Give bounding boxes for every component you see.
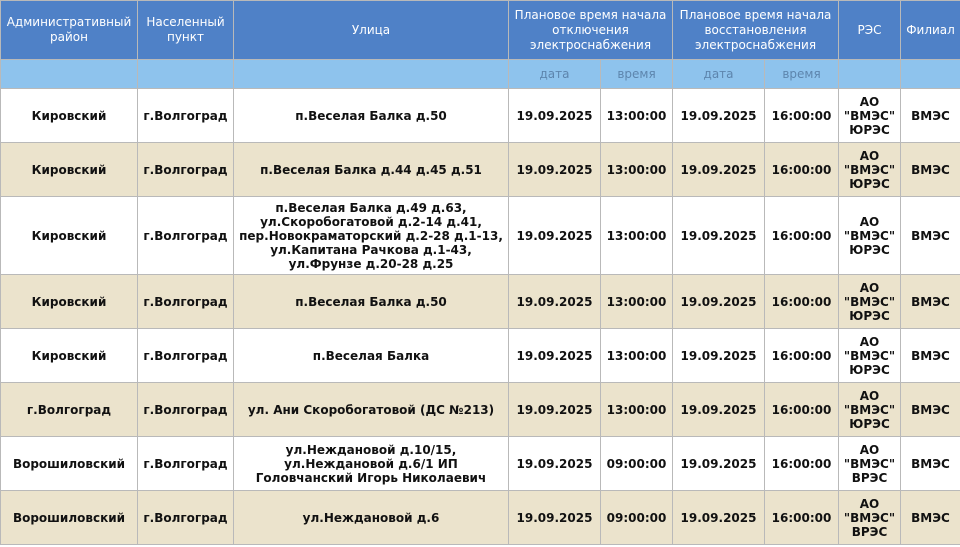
subheader-on-time: время [765, 60, 839, 89]
cell-off-date: 19.09.2025 [509, 197, 601, 275]
cell-branch: ВМЭС [901, 89, 960, 143]
subheader-off-date: дата [509, 60, 601, 89]
cell-res: АО "ВМЭС" ЮРЭС [839, 143, 901, 197]
cell-street: п.Веселая Балка д.50 [234, 275, 509, 329]
cell-off-date: 19.09.2025 [509, 143, 601, 197]
cell-on-time: 16:00:00 [765, 383, 839, 437]
cell-on-time: 16:00:00 [765, 197, 839, 275]
cell-off-date: 19.09.2025 [509, 491, 601, 545]
cell-street: п.Веселая Балка [234, 329, 509, 383]
cell-off-time: 13:00:00 [601, 383, 673, 437]
cell-locality: г.Волгоград [138, 275, 234, 329]
col-district: Административный район [1, 1, 138, 60]
cell-off-time: 09:00:00 [601, 491, 673, 545]
cell-off-time: 13:00:00 [601, 197, 673, 275]
cell-branch: ВМЭС [901, 383, 960, 437]
table-row [1, 329, 960, 383]
col-restore-start: Плановое время начала восстановления электроснабжения [673, 1, 839, 60]
cell-district: Кировский [1, 143, 138, 197]
cell-off-date: 19.09.2025 [509, 329, 601, 383]
subheader-row [1, 60, 960, 89]
subheader-empty [1, 60, 138, 89]
cell-branch: ВМЭС [901, 143, 960, 197]
cell-res: АО "ВМЭС" ЮРЭС [839, 383, 901, 437]
cell-on-date: 19.09.2025 [673, 143, 765, 197]
cell-street: п.Веселая Балка д.49 д.63, ул.Скоробогатовой д.2-14 д.41, пер.Новокраматорский д.2-28 д.1-13, ул.Капитана Рачкова д.1-43, ул.Фрунзе д.20-28 д.25 [234, 197, 509, 275]
cell-district: Ворошиловский [1, 437, 138, 491]
col-res: РЭС [839, 1, 901, 60]
table-row [1, 143, 960, 197]
cell-res: АО "ВМЭС" ВРЭС [839, 437, 901, 491]
cell-district: Кировский [1, 329, 138, 383]
cell-res: АО "ВМЭС" ЮРЭС [839, 329, 901, 383]
cell-branch: ВМЭС [901, 275, 960, 329]
cell-locality: г.Волгоград [138, 383, 234, 437]
subheader-empty [839, 60, 901, 89]
cell-on-date: 19.09.2025 [673, 197, 765, 275]
cell-locality: г.Волгоград [138, 491, 234, 545]
table-row [1, 437, 960, 491]
subheader-off-time: время [601, 60, 673, 89]
cell-off-date: 19.09.2025 [509, 89, 601, 143]
subheader-empty [901, 60, 960, 89]
cell-street: п.Веселая Балка д.50 [234, 89, 509, 143]
table-row [1, 89, 960, 143]
cell-off-time: 13:00:00 [601, 89, 673, 143]
cell-off-time: 09:00:00 [601, 437, 673, 491]
cell-district: Кировский [1, 89, 138, 143]
cell-locality: г.Волгоград [138, 329, 234, 383]
cell-on-date: 19.09.2025 [673, 491, 765, 545]
subheader-on-date: дата [673, 60, 765, 89]
cell-on-date: 19.09.2025 [673, 275, 765, 329]
cell-branch: ВМЭС [901, 197, 960, 275]
cell-on-date: 19.09.2025 [673, 383, 765, 437]
col-street: Улица [234, 1, 509, 60]
cell-district: Ворошиловский [1, 491, 138, 545]
col-branch: Филиал [901, 1, 960, 60]
cell-branch: ВМЭС [901, 491, 960, 545]
cell-district: Кировский [1, 197, 138, 275]
cell-district: г.Волгоград [1, 383, 138, 437]
cell-off-time: 13:00:00 [601, 143, 673, 197]
cell-on-time: 16:00:00 [765, 437, 839, 491]
table-row [1, 275, 960, 329]
cell-on-time: 16:00:00 [765, 89, 839, 143]
header-row [1, 1, 960, 60]
cell-off-date: 19.09.2025 [509, 437, 601, 491]
col-off-start: Плановое время начала отключения электроснабжения [509, 1, 673, 60]
col-locality: Населенный пункт [138, 1, 234, 60]
table-row [1, 491, 960, 545]
cell-res: АО "ВМЭС" ВРЭС [839, 491, 901, 545]
subheader-empty [234, 60, 509, 89]
cell-off-date: 19.09.2025 [509, 383, 601, 437]
cell-on-date: 19.09.2025 [673, 329, 765, 383]
cell-on-time: 16:00:00 [765, 491, 839, 545]
cell-on-time: 16:00:00 [765, 143, 839, 197]
cell-off-date: 19.09.2025 [509, 275, 601, 329]
cell-locality: г.Волгоград [138, 197, 234, 275]
cell-locality: г.Волгоград [138, 143, 234, 197]
subheader-empty [138, 60, 234, 89]
cell-on-time: 16:00:00 [765, 329, 839, 383]
cell-off-time: 13:00:00 [601, 275, 673, 329]
cell-res: АО "ВМЭС" ЮРЭС [839, 197, 901, 275]
cell-district: Кировский [1, 275, 138, 329]
cell-off-time: 13:00:00 [601, 329, 673, 383]
cell-street: ул. Ани Скоробогатовой (ДС №213) [234, 383, 509, 437]
cell-res: АО "ВМЭС" ЮРЭС [839, 275, 901, 329]
cell-on-date: 19.09.2025 [673, 437, 765, 491]
cell-res: АО "ВМЭС" ЮРЭС [839, 89, 901, 143]
cell-branch: ВМЭС [901, 329, 960, 383]
cell-street: п.Веселая Балка д.44 д.45 д.51 [234, 143, 509, 197]
cell-locality: г.Волгоград [138, 437, 234, 491]
table-row [1, 197, 960, 275]
cell-street: ул.Неждановой д.6 [234, 491, 509, 545]
cell-street: ул.Неждановой д.10/15, ул.Неждановой д.6/1 ИП Головчанский Игорь Николаевич [234, 437, 509, 491]
cell-on-date: 19.09.2025 [673, 89, 765, 143]
table-row [1, 383, 960, 437]
cell-locality: г.Волгоград [138, 89, 234, 143]
cell-branch: ВМЭС [901, 437, 960, 491]
cell-on-time: 16:00:00 [765, 275, 839, 329]
